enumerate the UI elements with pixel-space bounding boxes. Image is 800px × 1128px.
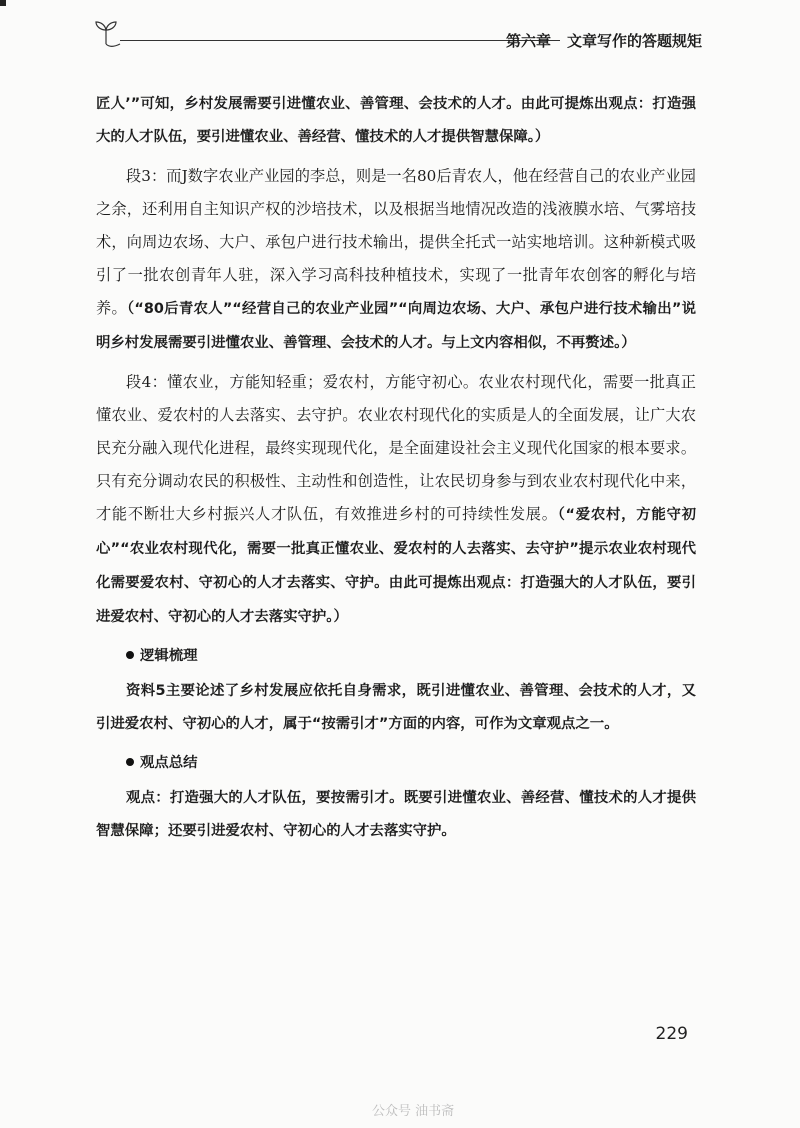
subheading-logic: [126, 640, 696, 673]
segment-3-annotation: （“80后青农人”“经营自己的农业产业园”“向周边农场、大户、承包户进行技术输出”说明乡村发展需要引进懂农业、善管理、会技术的人才。与上文内容相似，不再赘述。）: [96, 301, 697, 351]
subheading-logic-label: 逻辑梳理: [140, 648, 198, 664]
paragraph-segment-3: [96, 160, 696, 360]
subheading-summary-label: 观点总结: [140, 755, 198, 771]
sprout-icon: [92, 18, 122, 48]
watermark-stamp: 公众号 油书斋: [372, 1104, 455, 1119]
page-body: [96, 88, 696, 848]
logic-paragraph: 资料5主要论述了乡村发展应依托自身需求，既引进懂农业、善管理、会技术的人才，又引进爱农村、守初心的人才，属于“按需引才”方面的内容，可作为文章观点之一。: [96, 683, 696, 732]
segment-4-annotation: （“爱农村，方能守初心”“农业农村现代化，需要一批真正懂农业、爱农村的人去落实、去守护”提示农业农村现代化需要爱农村、守初心的人才去落实、守护。由此可提炼出观点：打造强大的人才队伍，要引进爱农村、守初心的人才去落实守护。）: [96, 507, 696, 625]
header-rule: [120, 40, 560, 41]
chapter-heading: [506, 30, 702, 51]
chapter-title: 文章写作的答题规矩: [566, 32, 702, 50]
bullet-icon: [126, 758, 134, 766]
page-number: 229: [655, 1024, 688, 1044]
continued-annotation: 匠人’”可知，乡村发展需要引进懂农业、善管理、会技术的人才。由此可提炼出观点：打造强大的人才队伍，要引进懂农业、善经营、懂技术的人才提供智慧保障。）: [96, 96, 696, 145]
running-header: [92, 18, 702, 52]
subheading-summary: [126, 747, 696, 780]
segment-4-text: 段4：懂农业，方能知轻重；爱农村，方能守初心。农业农村现代化，需要一批真正懂农业、爱农村的人去落实、去守护。农业农村现代化的实质是人的全面发展，让广大农民充分融入现代化进程，最终实现现代化，是全面建设社会主义现代化国家的根本要求。只有充分调动农民的积极性、主动性和创造性，让农民切身参与到农业农村现代化中来，才能不断壮大乡村振兴人才队伍，有效推进乡村的可持续性发展。: [96, 373, 696, 523]
page-corner-mark: [0, 0, 6, 6]
segment-3-text: 段3：而J数字农业产业园的李总，则是一名80后青农人，他在经营自己的农业产业园之余，还利用自主知识产权的沙培技术，以及根据当地情况改造的浅液膜水培、气雾培技术，向周边农场、大户、承包户进行技术输出，提供全托式一站实地培训。这种新模式吸引了一批农创青年人驻，深入学习高科技种植技术，实现了一批青年农创客的孵化与培养。: [96, 167, 696, 317]
summary-paragraph: 观点：打造强大的人才队伍，要按需引才。既要引进懂农业、善经营、懂技术的人才提供智慧保障；还要引进爱农村、守初心的人才去落实守护。: [96, 790, 696, 839]
bullet-icon: [126, 651, 134, 659]
chapter-number: 第六章: [505, 32, 551, 50]
paragraph-segment-4: [96, 366, 696, 634]
